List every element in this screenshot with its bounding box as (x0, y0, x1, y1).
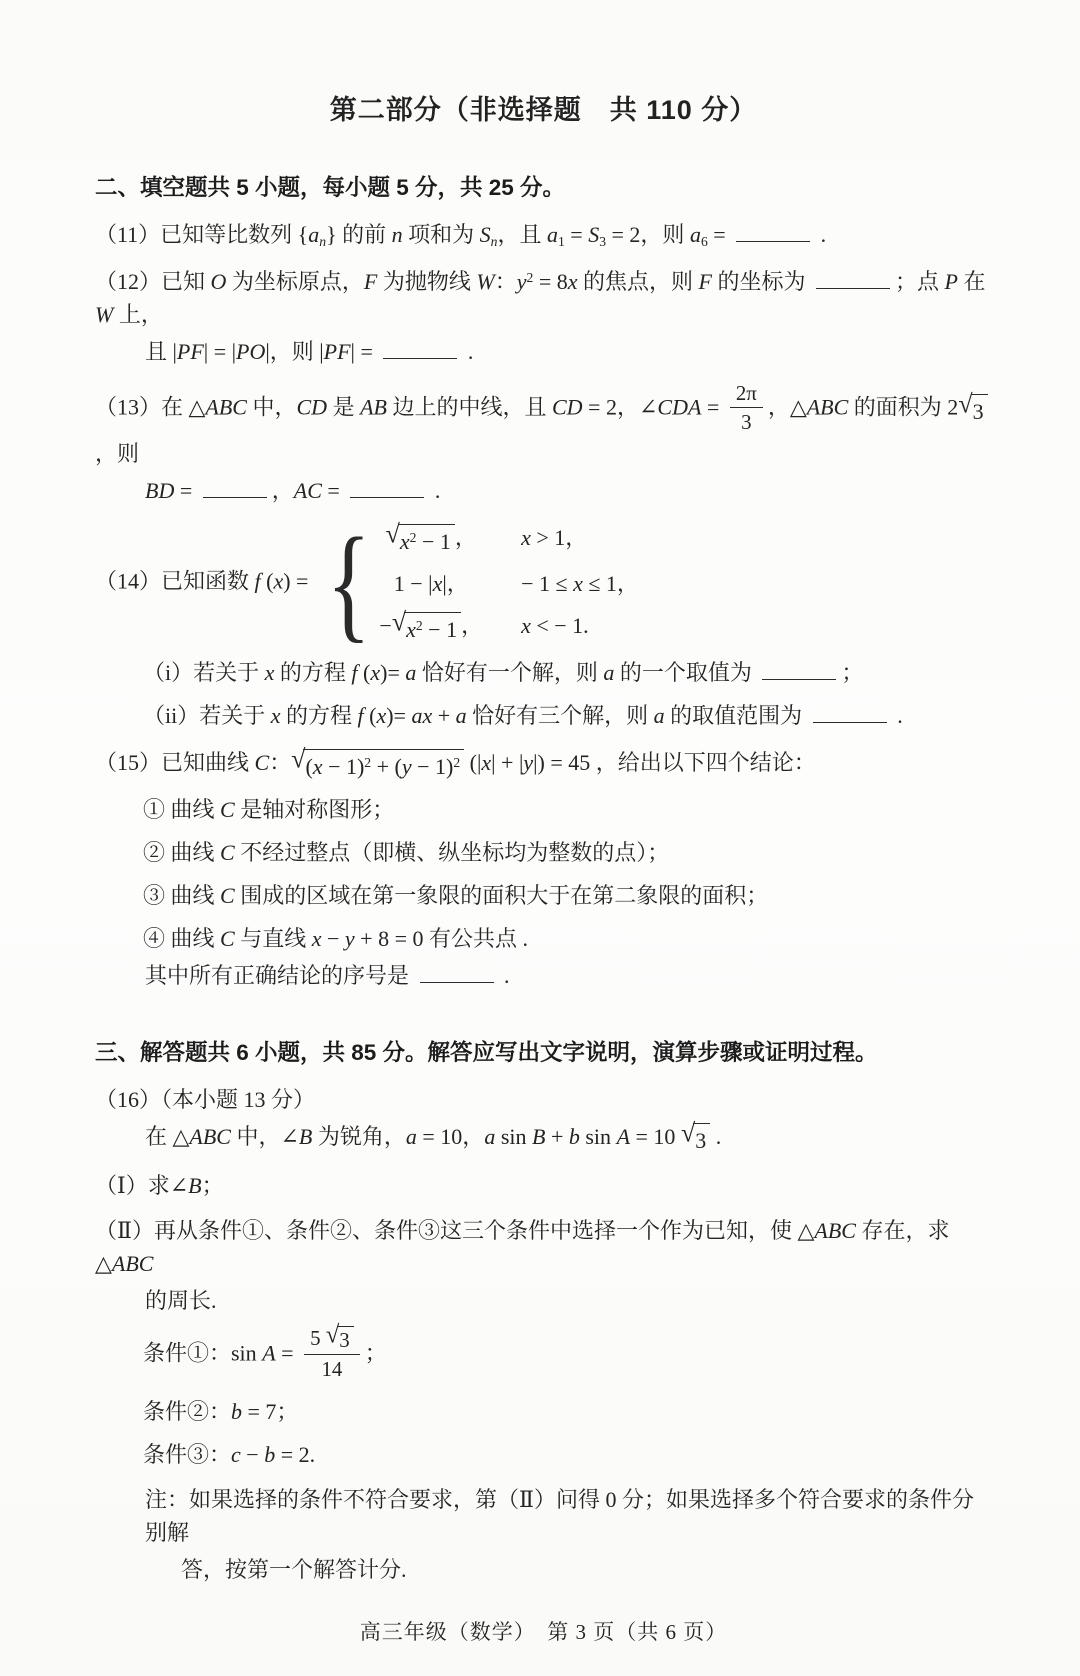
text-run: − (240, 1441, 265, 1467)
subscript: 6 (700, 233, 708, 249)
sqrt-radical (958, 389, 987, 428)
radicand (971, 394, 988, 428)
piecewise-cases (318, 512, 639, 655)
answer-blank (383, 336, 457, 359)
text-run: 围成的区域在第一象限的面积大于在第二象限的面积； (234, 883, 769, 909)
text-run: . (710, 1124, 722, 1150)
math-variable: PF (176, 339, 204, 364)
answer-blank (736, 219, 810, 242)
question-16-condition-1 (95, 1321, 992, 1384)
math-variable: a (308, 222, 320, 247)
question-16-given (95, 1120, 992, 1157)
text-run: − 1 ≤ (521, 571, 574, 597)
math-variable: C (220, 797, 235, 823)
text-run: （i）若关于 (143, 660, 265, 686)
text-run: |， (442, 571, 469, 597)
text-run: ，则 (95, 441, 140, 467)
math-variable: x (521, 613, 531, 639)
math-variable: C (220, 883, 235, 909)
text-run: . (498, 963, 510, 989)
math-variable: AC (293, 478, 322, 504)
answer-blank (762, 657, 836, 680)
text-run: ，且 (497, 222, 547, 247)
case-condition (521, 609, 639, 642)
text-run: = 2，∠ (582, 394, 658, 420)
text-run: （13）在 △ (95, 394, 206, 420)
page-title: 第二部分（非选择题 共 110 分） (329, 95, 758, 125)
text-run: − 1 (416, 529, 451, 555)
text-run: 与直线 (234, 926, 312, 952)
text-run: 的周长. (145, 1288, 217, 1314)
question-16-part-1 (95, 1169, 992, 1202)
text-run: ， (461, 613, 484, 639)
math-variable: a (689, 222, 701, 247)
question-14-item-ii (95, 699, 992, 732)
text-run: = (321, 478, 346, 504)
text-run: （11）已知等比数列 { (95, 222, 309, 247)
subscript: 3 (599, 233, 607, 249)
question-13-line-1 (95, 382, 992, 470)
text-run: − 1) (322, 754, 365, 780)
text-run: 3 (339, 1328, 350, 1353)
text-run: = 2. (275, 1441, 316, 1467)
text-run: | + | (491, 750, 524, 776)
math-variable: b (264, 1441, 276, 1467)
math-variable: x (521, 525, 531, 551)
text-run: 在 (957, 269, 986, 294)
math-variable: B (298, 1124, 313, 1150)
text-run: 的取值范围为 (664, 703, 808, 729)
math-variable: y (516, 269, 527, 294)
text-run: 的焦点，则 (577, 269, 699, 294)
text-run: ( (260, 568, 274, 594)
subscript: n (319, 233, 327, 249)
superscript: 2 (409, 530, 417, 546)
page-footer: 高三年级（数学） 第 3 页（共 6 页） (359, 1619, 728, 1644)
radical-sign-icon: √ (325, 1321, 340, 1349)
math-variable: a (484, 1124, 496, 1150)
math-variable: O (210, 269, 227, 294)
text-run: ① 曲线 (143, 797, 221, 823)
text-run: （16）（本小题 13 分） (95, 1087, 316, 1113)
radical-sign-icon: √ (385, 519, 400, 549)
text-run: 恰好有三个解，则 (466, 703, 654, 729)
text-run: . (815, 222, 827, 247)
sqrt-radical (680, 1118, 710, 1157)
text-run: } 的前 (326, 222, 392, 247)
math-variable: a (603, 660, 615, 686)
question-15-line-1 (95, 746, 992, 783)
text-run: 注：如果选择的条件不符合要求，第（Ⅱ）问得 0 分；如果选择多个符合要求的条件分别解 (145, 1486, 974, 1545)
question-16-note-line-1 (95, 1483, 992, 1549)
text-run: 条件③： (143, 1441, 232, 1467)
question-12-line-2 (95, 335, 992, 368)
text-run: ( (363, 703, 377, 729)
text-run: )= (386, 703, 412, 729)
text-run: ； (841, 660, 864, 686)
math-variable: ABC (806, 394, 849, 420)
question-15-conclusion-1 (95, 793, 992, 826)
text-run: |，则 | (265, 339, 324, 364)
section-2-header (95, 171, 992, 204)
text-run: ) = (283, 568, 314, 594)
math-variable: x (264, 660, 275, 686)
text-run: ，△ (767, 394, 807, 420)
math-variable: x (311, 926, 322, 952)
math-variable: A (616, 1124, 631, 1150)
math-variable: PO (236, 339, 266, 364)
text-run: ④ 曲线 (143, 926, 221, 952)
subscript: n (490, 233, 498, 249)
math-variable: a (405, 1124, 417, 1150)
text-run: 3 (972, 398, 984, 424)
sqrt-radical (325, 1321, 354, 1353)
text-run: sin (495, 1124, 532, 1150)
sqrt-radical (385, 519, 455, 558)
text-run: 的坐标为 (711, 269, 811, 294)
math-variable: x (406, 617, 416, 643)
question-13-line-2 (95, 474, 992, 507)
math-variable: x (573, 571, 583, 597)
math-variable: y (401, 754, 412, 780)
text-run: 边上的中线，且 (386, 394, 552, 420)
text-run: 条件①：sin (143, 1340, 263, 1366)
text-run: + ( (371, 754, 402, 780)
text-run: ；点 (894, 269, 945, 294)
math-variable: b (568, 1124, 580, 1150)
text-run: ≤ 1， (582, 571, 639, 597)
text-run: 答，按第一个解答计分. (181, 1556, 407, 1582)
text-run: 3 (695, 1128, 707, 1154)
math-variable: x (432, 571, 443, 597)
math-variable: W (476, 269, 495, 294)
text-run: ， (454, 525, 477, 551)
question-16-condition-2 (95, 1395, 992, 1428)
text-run: = 2，则 (606, 222, 690, 247)
math-variable: B (532, 1124, 546, 1150)
text-run: . (891, 703, 903, 729)
text-run: 且 | (145, 339, 177, 364)
document-body (95, 171, 992, 1586)
math-variable: PF (323, 339, 351, 364)
text-run: (| (464, 750, 482, 776)
math-variable: BD (145, 478, 175, 504)
question-16-part-2 (95, 1214, 992, 1280)
text-run: + (545, 1124, 569, 1150)
text-run: − (379, 613, 392, 639)
text-run: 是 (327, 394, 361, 420)
superscript: 2 (453, 755, 461, 771)
text-run: 其中所有正确结论的序号是 (145, 963, 415, 989)
text-run: 项和为 (402, 222, 480, 247)
math-variable: ABC (111, 1251, 154, 1277)
math-variable: x (273, 568, 284, 594)
question-15-conclusion-3 (95, 879, 992, 912)
radical-sign-icon: √ (291, 744, 306, 774)
math-variable: AB (360, 394, 387, 420)
math-variable: b (231, 1398, 243, 1424)
case-condition (521, 567, 639, 600)
question-14-line-1 (95, 512, 992, 655)
math-variable: f (254, 568, 261, 594)
math-variable: f (351, 660, 358, 686)
fraction-denominator (730, 407, 763, 435)
case-expression (379, 521, 483, 558)
fraction (730, 380, 763, 435)
math-variable: W (95, 302, 114, 327)
question-15-answer-line (95, 959, 992, 992)
text-run: （Ⅱ）再从条件①、条件②、条件③这三个条件中选择一个作为已知，使 △ (95, 1218, 815, 1244)
math-variable: CD (296, 394, 328, 420)
text-run: ； (364, 1340, 387, 1366)
text-run: ③ 曲线 (143, 883, 221, 909)
math-variable: y (523, 750, 534, 776)
text-run: 为抛物线 (377, 269, 477, 294)
text-run: = (701, 394, 725, 420)
text-run: 在 △ (145, 1124, 190, 1150)
math-variable: A (262, 1340, 276, 1366)
text-run: 3 (741, 410, 752, 435)
text-run: = 10， (416, 1124, 485, 1150)
text-run: 为坐标原点， (226, 269, 364, 294)
text-run: ： (494, 269, 517, 294)
left-brace-icon: { (326, 512, 371, 655)
math-variable: F (698, 269, 712, 294)
math-variable: x (376, 703, 387, 729)
cases-rows (379, 521, 639, 646)
math-variable: a (546, 222, 558, 247)
section-3-header (95, 1036, 992, 1069)
math-variable: CD (551, 394, 583, 420)
text-run: 5 (310, 1326, 326, 1351)
radical-sign-icon: √ (680, 1118, 696, 1148)
text-run: 条件②： (143, 1398, 232, 1424)
text-run: ； (201, 1173, 224, 1199)
answer-blank (350, 475, 424, 498)
text-run: 三、解答题共 6 小题，共 85 分。解答应写出文字说明，演算步骤或证明过程。 (95, 1040, 878, 1066)
math-variable: a (455, 703, 467, 729)
superscript: 2 (415, 618, 423, 634)
text-run: |) = 45 ，给出以下四个结论： (533, 750, 816, 776)
fraction (304, 1321, 360, 1382)
text-run: 的方程 (280, 703, 358, 729)
text-run: 不经过整点（即横、纵坐标均为整数的点）； (234, 840, 670, 866)
math-variable: ABC (814, 1218, 856, 1244)
math-variable: C (220, 926, 235, 952)
radical-sign-icon: √ (391, 607, 407, 637)
text-run: . (462, 339, 474, 364)
text-run: | = | (203, 339, 237, 364)
case-condition (521, 521, 639, 554)
math-variable: n (391, 222, 403, 247)
text-run: . (429, 478, 441, 504)
text-run: （ii）若关于 (143, 703, 271, 729)
text-run: ： (269, 750, 292, 776)
question-14-item-i (95, 656, 992, 689)
math-variable: x (270, 703, 281, 729)
text-run: ， (271, 478, 294, 504)
math-variable: x (567, 269, 578, 294)
text-run: < − 1. (530, 613, 589, 639)
text-run: （12）已知 (95, 269, 211, 294)
text-run: 存在，求 △ (95, 1218, 950, 1277)
text-run: ( (357, 660, 371, 686)
math-variable: F (363, 269, 378, 294)
math-variable: a (405, 660, 417, 686)
case-expression (379, 609, 483, 646)
sqrt-radical (291, 744, 464, 783)
math-variable: C (254, 750, 270, 776)
case-expression (379, 567, 483, 600)
superscript: 2 (526, 270, 534, 286)
text-run: （14）已知函数 (95, 568, 255, 594)
text-run: 中， (246, 394, 297, 420)
answer-blank (813, 700, 887, 723)
question-11 (95, 218, 992, 251)
math-variable: B (188, 1173, 202, 1199)
fraction-numerator (304, 1321, 360, 1354)
text-run: − 1 (422, 617, 458, 643)
text-run: 的面积为 2 (848, 394, 959, 420)
math-variable: S (588, 222, 600, 247)
text-run: 的方程 (274, 660, 352, 686)
math-variable: f (357, 703, 364, 729)
fraction-denominator (304, 1354, 360, 1382)
text-run: − (321, 926, 345, 952)
sqrt-radical (391, 607, 461, 646)
text-run: 上， (113, 302, 163, 327)
text-run: 为锐角， (312, 1124, 406, 1150)
math-variable: ABC (205, 394, 247, 420)
text-run: | = (350, 339, 379, 364)
radicand (303, 749, 464, 783)
text-run: 2π (735, 381, 757, 405)
math-variable: S (479, 222, 491, 247)
math-variable: y (344, 926, 355, 952)
text-run: = 10 (630, 1124, 681, 1150)
question-16-condition-3 (95, 1438, 992, 1471)
question-16-header (95, 1083, 992, 1116)
subscript: 1 (557, 233, 565, 249)
radicand (404, 612, 461, 646)
answer-blank (203, 475, 267, 498)
math-variable: x (399, 529, 410, 555)
question-16-note-line-2 (95, 1553, 992, 1586)
text-run: )= (380, 660, 406, 686)
text-run: + 8 = 0 有公共点 . (354, 926, 528, 952)
math-variable: ax (411, 703, 433, 729)
text-run: 14 (321, 1357, 343, 1382)
question-15-conclusion-2 (95, 836, 992, 869)
math-variable: CDA (657, 394, 702, 420)
math-variable: x (370, 660, 381, 686)
math-variable: x (481, 750, 492, 776)
question-15-conclusion-4 (95, 922, 992, 955)
text-run: 1 − | (393, 571, 433, 597)
superscript: 2 (364, 755, 372, 771)
math-variable: a (653, 703, 665, 729)
text-run: − 1) (411, 754, 454, 780)
math-variable: ABC (189, 1124, 231, 1150)
text-run: + (432, 703, 456, 729)
text-run: sin (579, 1124, 617, 1150)
text-run: 二、填空题共 5 小题，每小题 5 分，共 25 分。 (95, 175, 566, 200)
answer-blank (420, 960, 494, 983)
question-12-line-1 (95, 265, 992, 331)
text-run: = 7； (242, 1398, 299, 1424)
question-16-part-2-cont (95, 1284, 992, 1317)
text-run: = (564, 222, 589, 247)
radical-sign-icon: √ (958, 389, 973, 419)
fraction-numerator (730, 380, 763, 407)
math-variable: x (312, 754, 323, 780)
text-run: （15）已知曲线 (95, 750, 255, 776)
radicand (693, 1123, 710, 1157)
text-run: ② 曲线 (143, 840, 221, 866)
math-variable: c (231, 1441, 241, 1467)
radicand (398, 524, 455, 558)
math-variable: C (220, 840, 235, 866)
text-run: = 8 (533, 269, 568, 294)
text-run: 是轴对称图形； (234, 797, 395, 823)
math-variable: P (944, 269, 958, 294)
text-run: 恰好有一个解，则 (416, 660, 604, 686)
text-run: （Ⅰ）求∠ (95, 1173, 189, 1199)
text-run: > 1， (530, 525, 588, 551)
radicand (337, 1326, 353, 1353)
text-run: = (707, 222, 732, 247)
answer-blank (816, 266, 890, 289)
text-run: ( (305, 754, 313, 780)
text-run: 的一个取值为 (614, 660, 758, 686)
text-run: = (275, 1340, 300, 1366)
text-run: 中，∠ (230, 1124, 299, 1150)
text-run: = (174, 478, 198, 504)
